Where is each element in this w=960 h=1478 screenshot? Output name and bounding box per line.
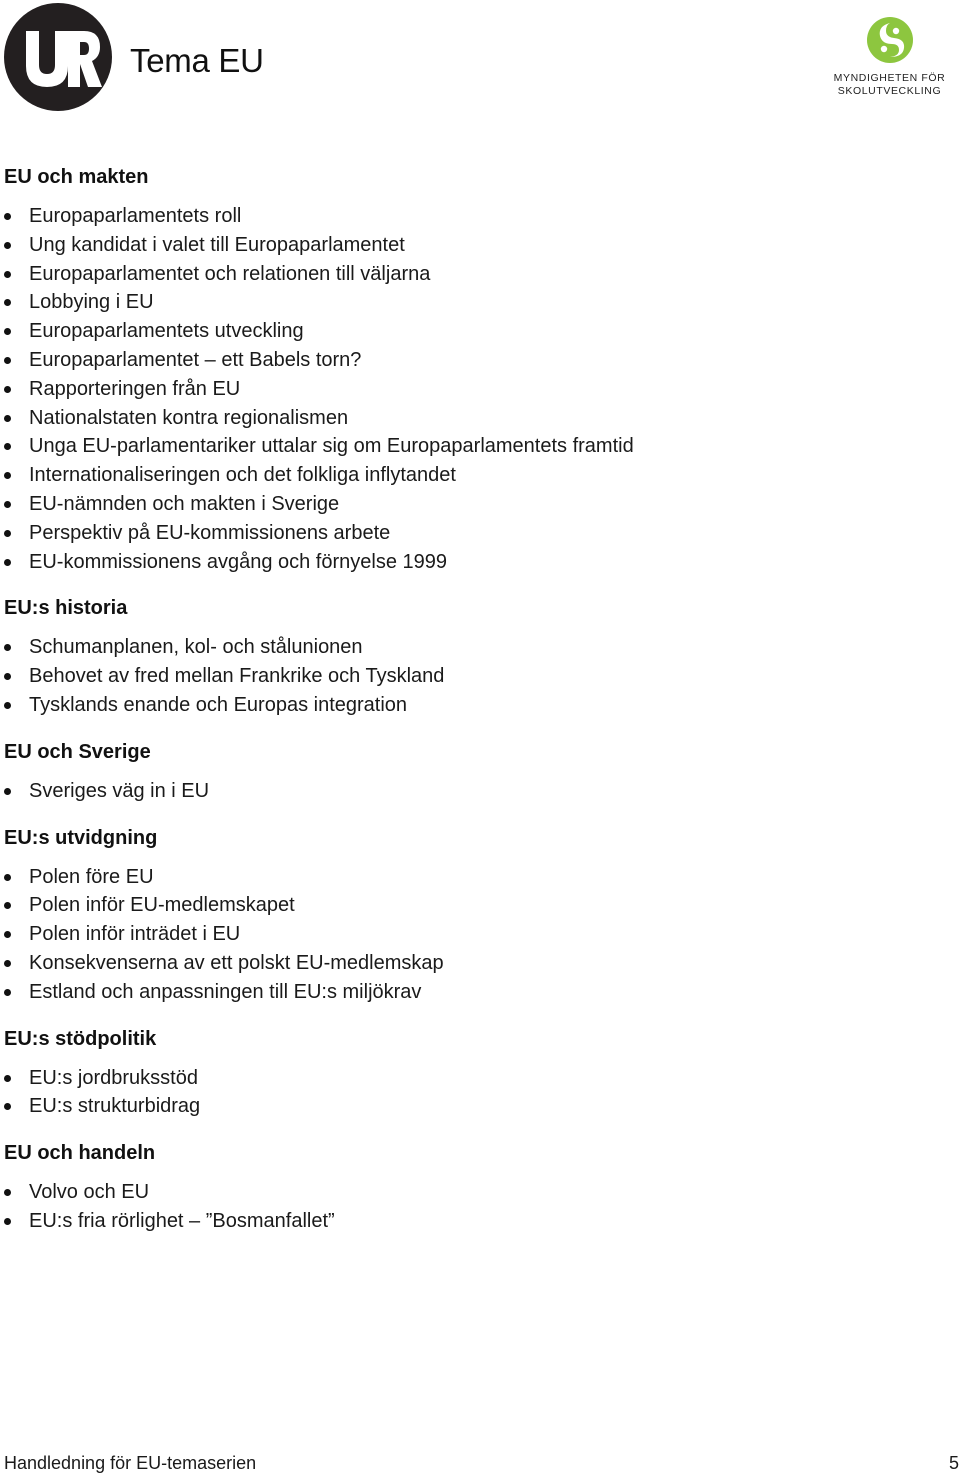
section-heading: EU:s stödpolitik: [4, 1027, 157, 1050]
list-item: Sveriges väg in i EU: [4, 777, 934, 806]
bullet-list: [4, 1064, 934, 1122]
list-item: EU-nämnden och makten i Sverige: [4, 490, 934, 519]
page-title: Tema EU: [130, 42, 264, 79]
section-heading: EU och handeln: [4, 1142, 156, 1165]
agency-name: [832, 72, 947, 98]
list-item: Schumanplanen, kol- och stålunionen: [4, 633, 934, 662]
section-heading: EU:s utvidgning: [4, 826, 158, 849]
list-item: Europaparlamentets utveckling: [4, 317, 934, 346]
list-item: Estland och anpassningen till EU:s miljökrav: [4, 978, 934, 1007]
list-item: Behovet av fred mellan Frankrike och Tyskland: [4, 662, 934, 691]
list-item: Konsekvenserna av ett polskt EU-medlemskap: [4, 949, 934, 978]
agency-logo: [832, 16, 947, 100]
list-item: Ung kandidat i valet till Europaparlamentet: [4, 231, 934, 260]
agency-line-2: SKOLUTVECKLING: [837, 85, 942, 97]
document-body: [4, 162, 934, 1253]
ur-logo: [4, 3, 112, 111]
list-item: Nationalstaten kontra regionalismen: [4, 404, 934, 433]
list-item: EU:s strukturbidrag: [4, 1092, 934, 1121]
bullet-list: [4, 202, 934, 576]
agency-line-1: MYNDIGHETEN FÖR: [833, 72, 946, 84]
section-heading: EU och makten: [4, 166, 149, 188]
bullet-list: [4, 777, 934, 806]
list-item: EU:s jordbruksstöd: [4, 1064, 934, 1093]
bullet-list: [4, 633, 934, 719]
page-number: 5: [948, 1453, 959, 1473]
footer-title: Handledning för EU-temaserien: [4, 1453, 257, 1473]
list-item: Europaparlamentet – ett Babels torn?: [4, 346, 934, 375]
list-item: Perspektiv på EU-kommissionens arbete: [4, 519, 934, 548]
list-item: Internationaliseringen och det folkliga inflytandet: [4, 461, 934, 490]
swirl-icon: [866, 16, 914, 64]
bullet-list: [4, 863, 934, 1007]
list-item: Europaparlamentet och relationen till väljarna: [4, 260, 934, 289]
list-item: Lobbying i EU: [4, 288, 934, 317]
section-heading: EU:s historia: [4, 597, 128, 620]
bullet-list: [4, 1178, 934, 1236]
list-item: Polen inför inträdet i EU: [4, 920, 934, 949]
list-item: Polen inför EU-medlemskapet: [4, 891, 934, 920]
list-item: Volvo och EU: [4, 1178, 934, 1207]
section-heading: EU och Sverige: [4, 740, 151, 763]
list-item: Tysklands enande och Europas integration: [4, 691, 934, 720]
list-item: EU:s fria rörlighet – ”Bosmanfallet”: [4, 1207, 934, 1236]
list-item: Rapporteringen från EU: [4, 375, 934, 404]
list-item: Europaparlamentets roll: [4, 202, 934, 231]
list-item: Unga EU-parlamentariker uttalar sig om Europaparlamentets framtid: [4, 432, 934, 461]
page-header: [0, 0, 960, 115]
list-item: EU-kommissionens avgång och förnyelse 1999: [4, 548, 934, 577]
list-item: Polen före EU: [4, 863, 934, 892]
